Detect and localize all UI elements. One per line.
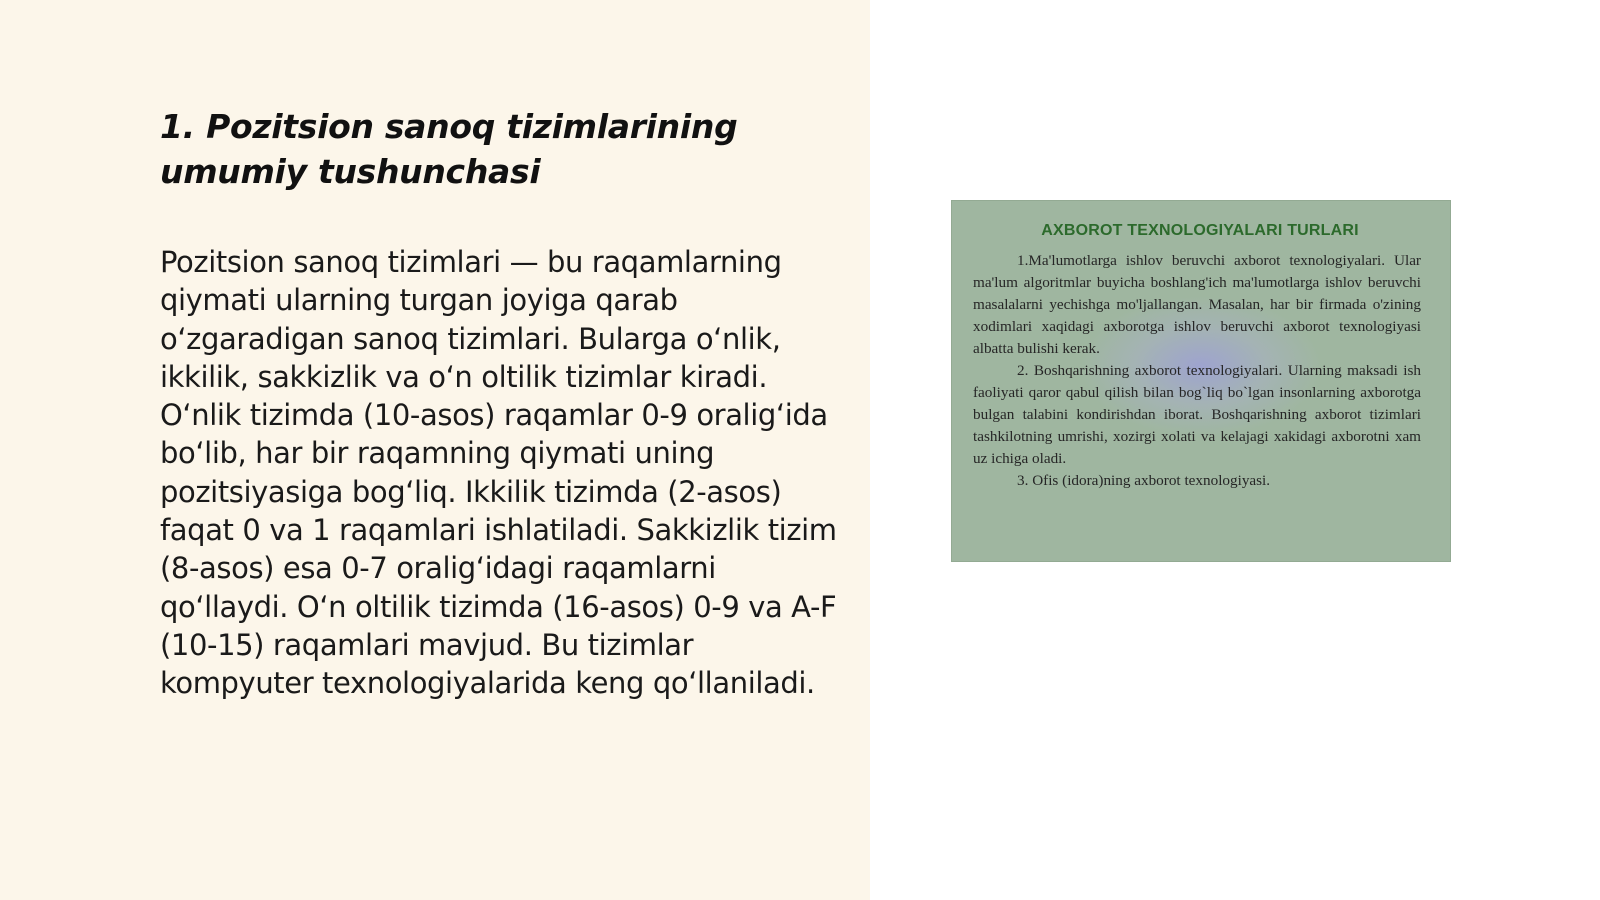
slide-body-text: Pozitsion sanoq tizimlari — bu raqamlarning qiymati ularning turgan joyiga qarab oʻzgaradigan sanoq tizimlari. Bularga oʻnlik, ikkilik, sakkizlik va oʻn oltilik tizimlar kiradi. Oʻnlik tizimda (10-asos) raqamlar 0-9 oraligʻida boʻlib, har bir raqamning qiymati uning pozitsiyasiga bogʻliq. Ikkilik tizimda (2-asos) faqat 0 va 1 raqamlari ishlatiladi. Sakkizlik tizim (8-asos) esa 0-7 oraligʻidagi raqamlarni qoʻllaydi. Oʻn oltilik tizimda (16-asos) 0-9 va A-F (10-15) raqamlari mavjud. Bu tizimlar kompyuter texnologiyalarida keng qoʻllaniladi. [160,245,837,701]
figure-paragraph-3: 3. Ofis (idora)ning axborot texnologiyasi. [1017,472,1271,489]
figure-paragraph-2: 2. Boshqarishning axborot texnologiyalari. Ularning maksadi ish faoliyati qaror qabul qilish bilan bog`liq bo`lgan insonlarning axborotga bulgan talabini kondirishdan iborat. Boshqarishning axborot tizimlari tashkilotning umrishi, xozirgi xolati va kelajagi xakidagi axborotni xam uz ichiga oladi. [973,362,1421,467]
figure-heading: AXBOROT TEXNOLOGIYALARI TURLARI [1041,222,1359,239]
axborot-texnologiyalari-image [951,200,1451,562]
slide-title: 1. Pozitsion sanoq tizimlarining umumiy tushunchasi [160,107,738,191]
figure-paragraph-1: 1.Ma'lumotlarga ishlov beruvchi axborot texnologiyalari. Ular ma'lum algoritmlar buyicha boshlang'ich ma'lumotlarga ishlov beruvchi masalalarni yechishga mo'ljallangan. Masalan, har bir firmada o'zining xodimlari xaqidagi axborotga ishlov beruvchi axborot texnologiyasi albatta bulishi kerak. [973,252,1421,357]
